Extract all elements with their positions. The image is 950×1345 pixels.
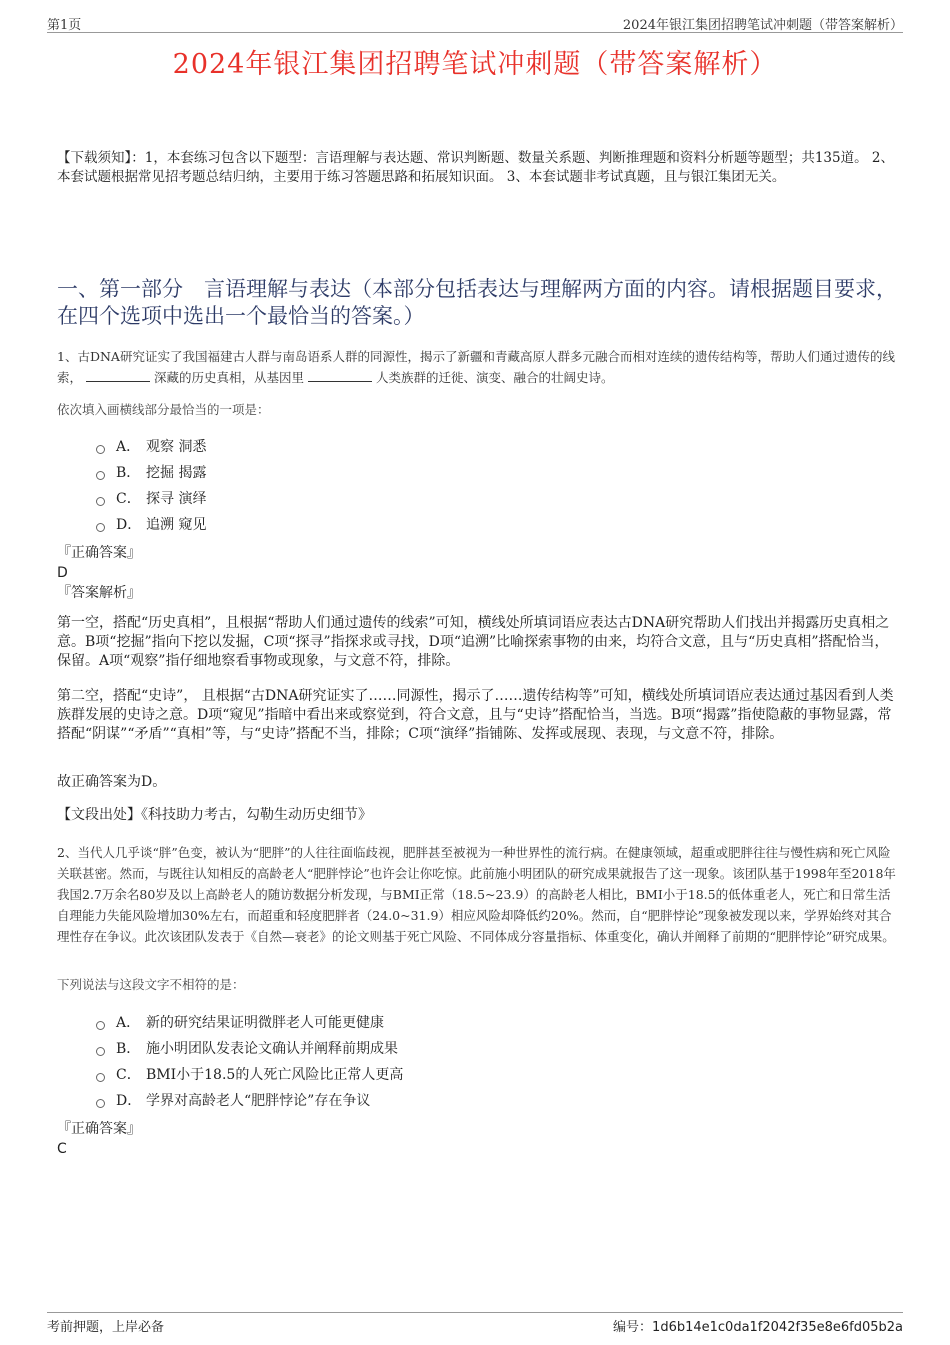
section-heading: 一、第一部分 言语理解与表达（本部分包括表达与理解两方面的内容。请根据题目要求，在四个选项中选出一个最恰当的答案。） xyxy=(57,277,897,328)
question-2-answer-block xyxy=(57,1119,141,1159)
question-1-prompt: 依次填入画横线部分最恰当的一项是： xyxy=(57,402,270,417)
analysis-paragraph-1: 第一空，搭配“历史真相”，且根据“帮助人们通过遗传的线索”可知，横线处所填词语应表达古DNA研究帮助人们找出并揭露历史真相之意。B项“挖掘”指向下挖以发掘，C项“探寻”指探求或寻找，D项“追溯”比喻探索事物的由来，均符合文意，且与“历史真相”搭配恰当，保留。A项“观察”指仔细地察看事物或现象，与文意不符，排除。 xyxy=(57,615,890,669)
option-c[interactable]: C． 探寻 演绎 xyxy=(96,486,206,512)
radio-icon[interactable] xyxy=(96,497,105,506)
radio-icon[interactable] xyxy=(96,1099,105,1108)
document-code: 编号：1d6b14e1c0da1f2042f35e8e6fd05b2a xyxy=(613,1320,903,1335)
option-b[interactable]: B． 施小明团队发表论文确认并阐释前期成果 xyxy=(96,1036,403,1062)
question-1-options xyxy=(96,434,206,538)
question-2-prompt: 下列说法与这段文字不相符的是： xyxy=(57,977,245,992)
analysis-paragraph-2: 第二空，搭配“史诗”， 且根据“古DNA研究证实了……同源性，揭示了……遗传结构等”可知，横线处所填词语应表达通过基因看到人类族群发展的史诗之意。D项“窥见”指暗中看出来或察觉到，符合文意，且与“史诗”搭配恰当，当选。B项“揭露”指使隐蔽的事物显露，常搭配“阴谋”“矛盾”“真相”等，与“史诗”搭配不当，排除；C项“演绎”指铺陈、发挥或展现、表现，与文意不符，排除。 xyxy=(57,688,894,742)
option-d[interactable]: D． 学界对高龄老人“肥胖悖论”存在争议 xyxy=(96,1088,403,1114)
download-notice: 【下载须知】：1，本套练习包含以下题型：言语理解与表达题、常识判断题、数量关系题、判断推理题和资料分析题等题型；共135道。 2、本套试题根据常见招考题总结归纳，主要用于练习答题思路和拓展知识面。 3、本套试题非考试真题，且与银江集团无关。 xyxy=(57,150,894,185)
footer-slogan: 考前押题，上岸必备 xyxy=(47,1320,165,1335)
analysis-conclusion: 故正确答案为D。 xyxy=(57,774,167,790)
option-a[interactable]: A． 新的研究结果证明微胖老人可能更健康 xyxy=(96,1010,403,1036)
option-c[interactable]: C． BMI小于18.5的人死亡风险比正常人更高 xyxy=(96,1062,403,1088)
answer-label: 『正确答案』 xyxy=(57,1121,141,1137)
radio-icon[interactable] xyxy=(96,523,105,532)
fill-blank-1 xyxy=(86,368,150,382)
page-header xyxy=(47,14,903,33)
radio-icon[interactable] xyxy=(96,1073,105,1082)
option-b[interactable]: B． 挖掘 揭露 xyxy=(96,460,206,486)
question-2-stem: 2、当代人几乎谈“胖”色变，被认为“肥胖”的人往往面临歧视，肥胖甚至被视为一种世界性的流行病。在健康领域，超重或肥胖往往与慢性病和死亡风险关联甚密。然而，与既往认知相反的高龄老人“肥胖悖论”也许会让你吃惊。此前施小明团队的研究成果就报告了这一现象。该团队基于1998年至2018年我国2.7万余名80岁及以上高龄老人的随访数据分析发现，与BMI正常（18.5~23.9）的高龄老人相比，BMI小于18.5的低体重老人，死亡和日常生活自理能力失能风险增加30%左右，而超重和轻度肥胖者（24.0~31.9）相应风险却降低约20%。然而，自“肥胖悖论”现象被发现以来，学界始终对其合理性存在争议。此次该团队发表于《自然—衰老》的论文则基于死亡风险、不同体成分容量指标、体重变化，确认并阐释了前期的“肥胖悖论”研究成果。 xyxy=(57,845,896,944)
page-footer xyxy=(47,1312,903,1335)
radio-icon[interactable] xyxy=(96,445,105,454)
document-title: 2024年银江集团招聘笔试冲刺题（带答案解析） xyxy=(172,49,778,80)
question-1-stem: 1、古DNA研究证实了我国福建古人群与南岛语系人群的同源性，揭示了新疆和青藏高原人群多元融合而相对连续的遗传结构等，帮助人们通过遗传的线索， 深藏的历史真相，从基因里 人类族群的迁徙、演变、融合的壮阔史诗。 xyxy=(57,349,895,385)
answer-value: C xyxy=(57,1141,67,1157)
radio-icon[interactable] xyxy=(96,471,105,480)
option-d[interactable]: D． 追溯 窥见 xyxy=(96,512,206,538)
header-doc-title: 2024年银江集团招聘笔试冲刺题（带答案解析） xyxy=(622,18,903,33)
answer-value: D xyxy=(57,565,68,581)
answer-label: 『正确答案』 xyxy=(57,545,141,561)
page-number: 第1页 xyxy=(47,18,82,33)
radio-icon[interactable] xyxy=(96,1047,105,1056)
analysis-label: 『答案解析』 xyxy=(57,585,141,601)
option-a[interactable]: A． 观察 洞悉 xyxy=(96,434,206,460)
source-citation: 【文段出处】《科技助力考古，勾勒生动历史细节》 xyxy=(57,807,372,823)
radio-icon[interactable] xyxy=(96,1021,105,1030)
question-1-answer-block xyxy=(57,543,141,603)
question-2-options xyxy=(96,1010,403,1114)
fill-blank-2 xyxy=(308,368,372,382)
